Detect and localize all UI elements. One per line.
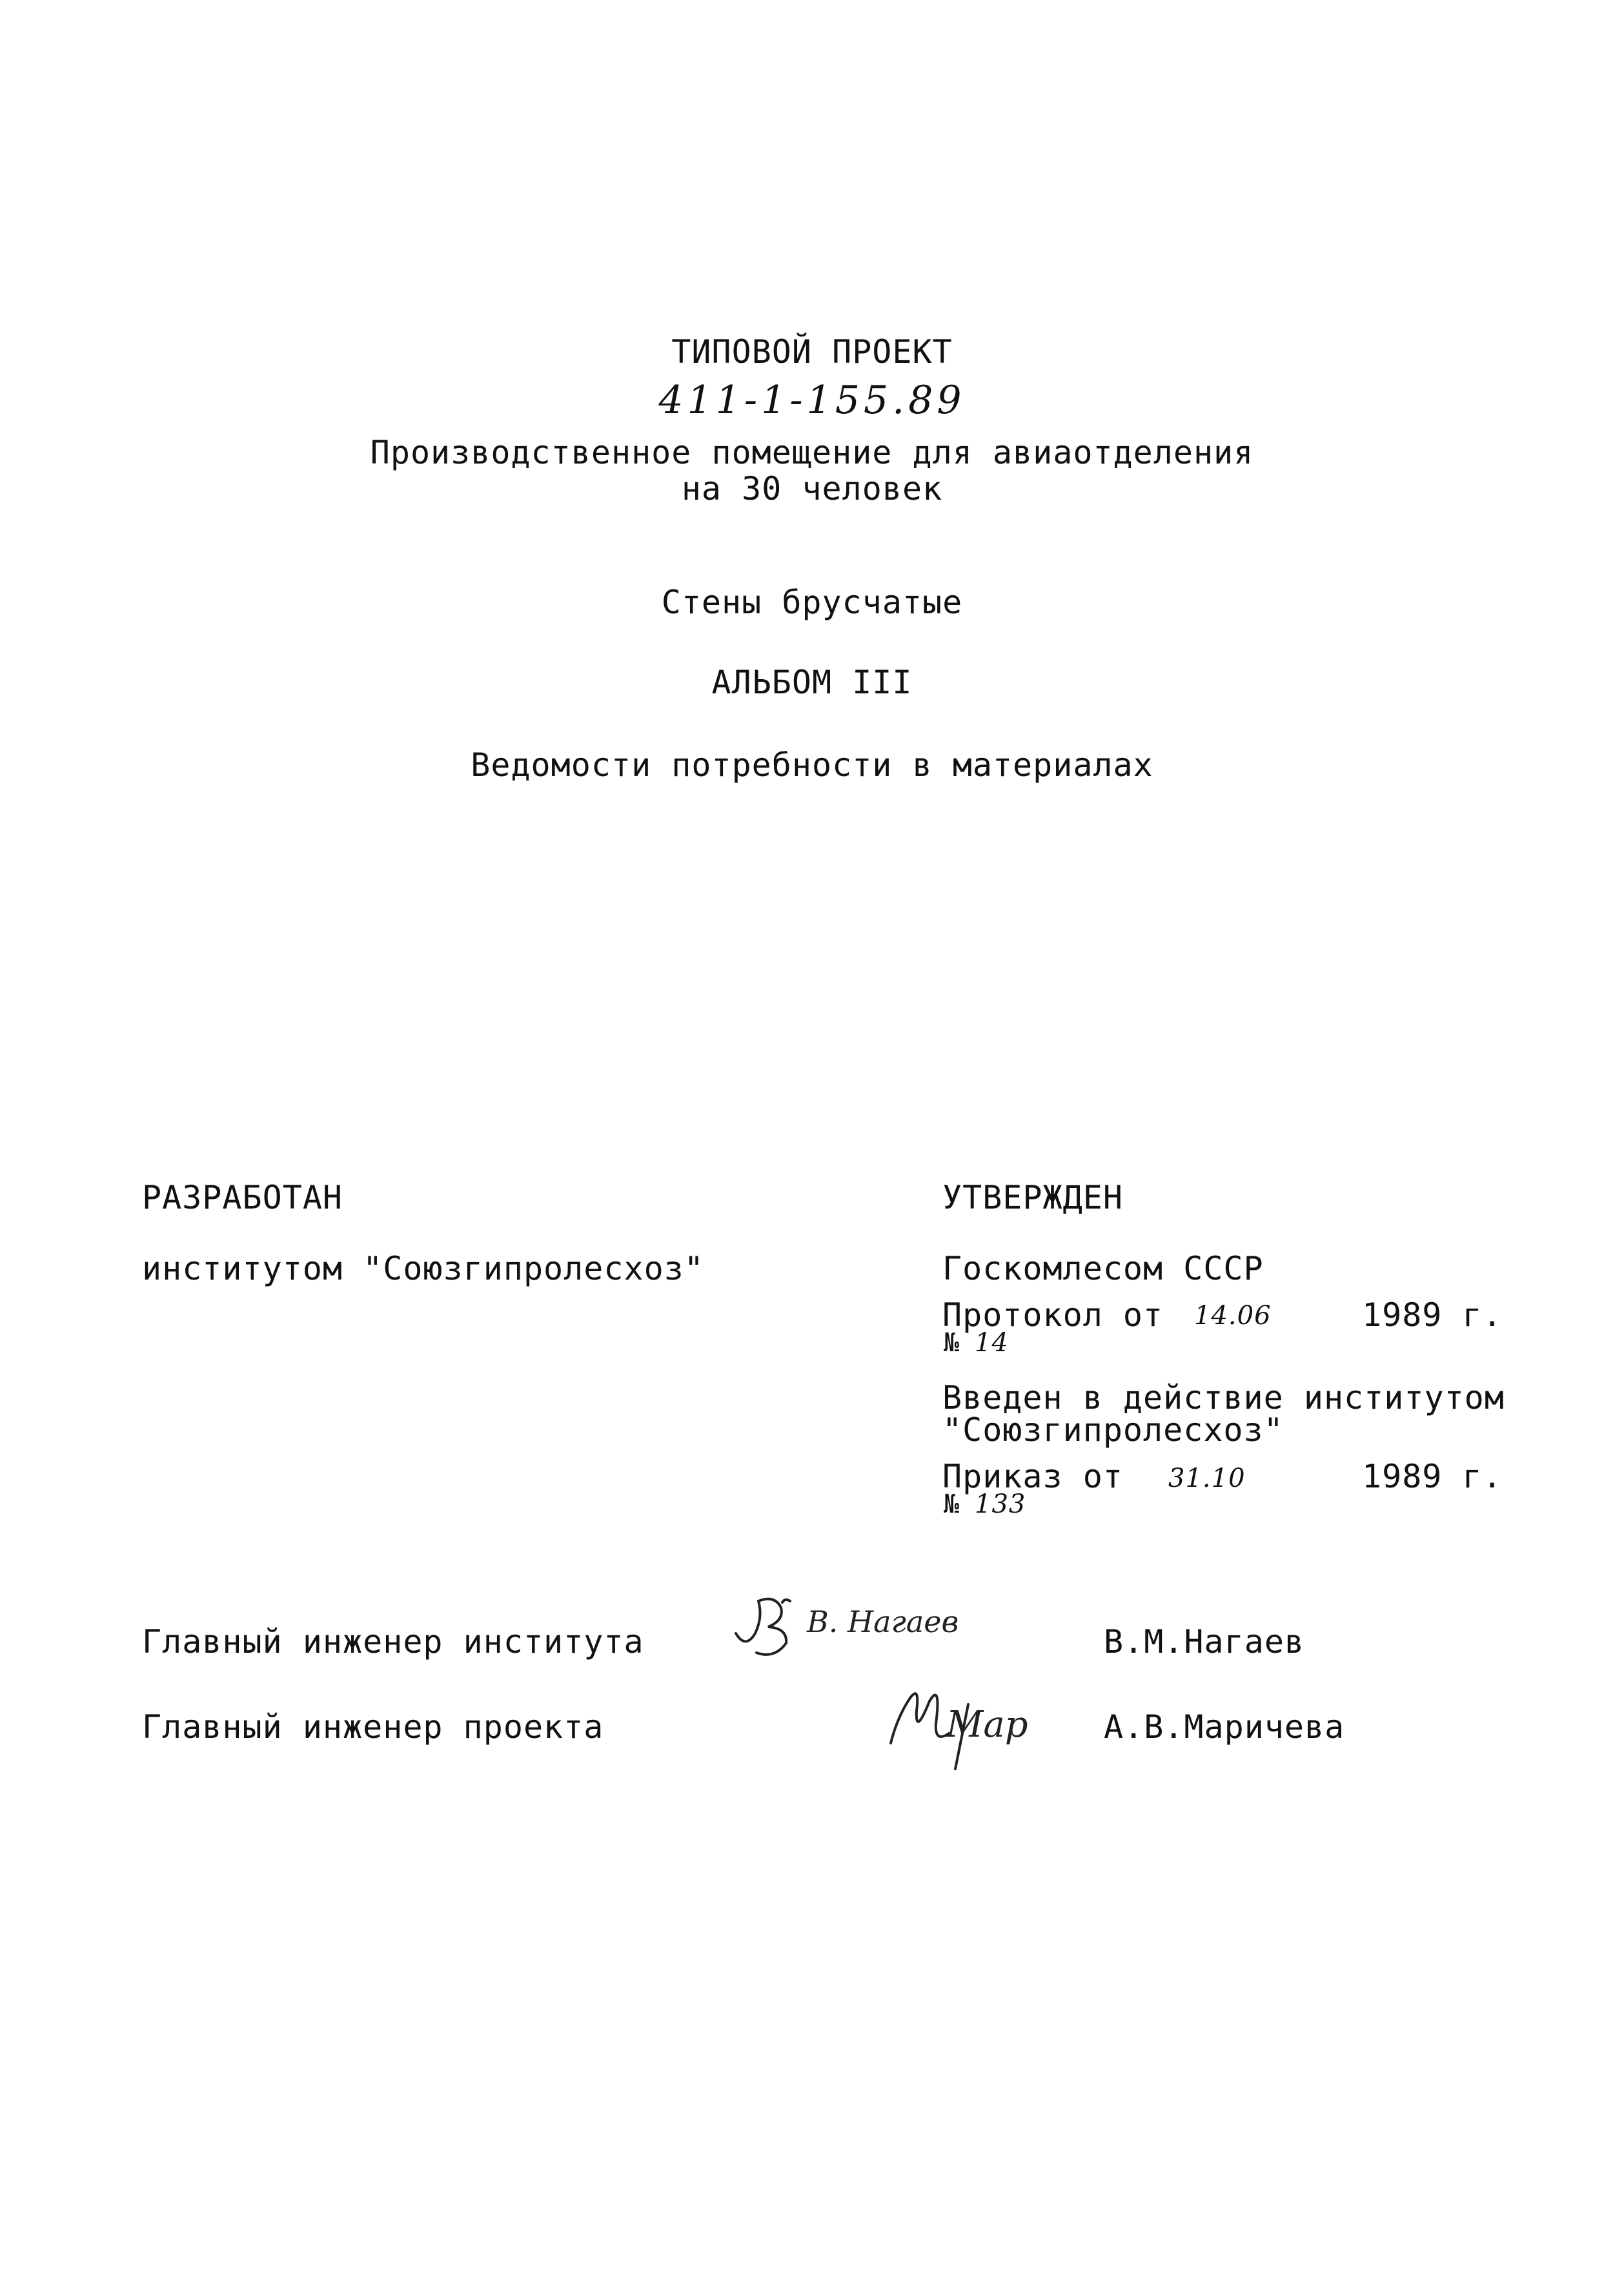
developed-label: РАЗРАБОТАН	[142, 1179, 343, 1216]
signature-maricheva	[884, 1672, 1052, 1782]
chief-engineer-institute-name: В.М.Нагаев	[1104, 1623, 1305, 1660]
title-line-2: на 30 человек	[681, 470, 943, 507]
order-no-label: №	[944, 1489, 960, 1519]
protocol-number: 14	[975, 1328, 1009, 1358]
walls-subtitle: Стены брусчатые	[661, 584, 963, 621]
enacted-line-2: "Союзгипролесхоз"	[942, 1411, 1284, 1449]
chief-engineer-project-role: Главный инженер проекта	[142, 1708, 604, 1746]
order-number: 133	[975, 1489, 1026, 1519]
chief-engineer-institute-role: Главный инженер института	[142, 1623, 644, 1660]
project-number: 411-1-155.89	[658, 378, 966, 423]
approved-by: Госкомлесом СССР	[942, 1250, 1264, 1287]
protocol-year: 1989 г.	[1362, 1296, 1503, 1334]
approved-label: УТВЕРЖДЕН	[942, 1179, 1123, 1216]
order-year: 1989 г.	[1362, 1458, 1503, 1495]
chief-engineer-project-name: А.В.Маричева	[1104, 1708, 1345, 1746]
signature-maricheva-text: Мар	[946, 1704, 1028, 1746]
order-date: 31.10	[1168, 1464, 1246, 1493]
developed-by: институтом "Союзгипролесхоз"	[142, 1250, 704, 1287]
protocol-no-label: №	[944, 1328, 960, 1358]
project-type-heading: ТИПОВОЙ ПРОЕКТ	[671, 333, 953, 371]
order-label: Приказ от	[942, 1458, 1123, 1495]
protocol-label: Протокол от	[942, 1296, 1164, 1334]
signature-nagaev	[723, 1588, 994, 1666]
album-subject: Ведомости потребности в материалах	[471, 746, 1153, 784]
enacted-line-1: Введен в действие институтом	[942, 1379, 1505, 1416]
signature-nagaev-text: В. Нагаев	[807, 1604, 959, 1639]
protocol-date: 14.06	[1194, 1301, 1272, 1331]
album-heading: АЛЬБОМ III	[711, 664, 913, 701]
title-line-1: Производственное помещение для авиаотделения	[370, 434, 1254, 471]
